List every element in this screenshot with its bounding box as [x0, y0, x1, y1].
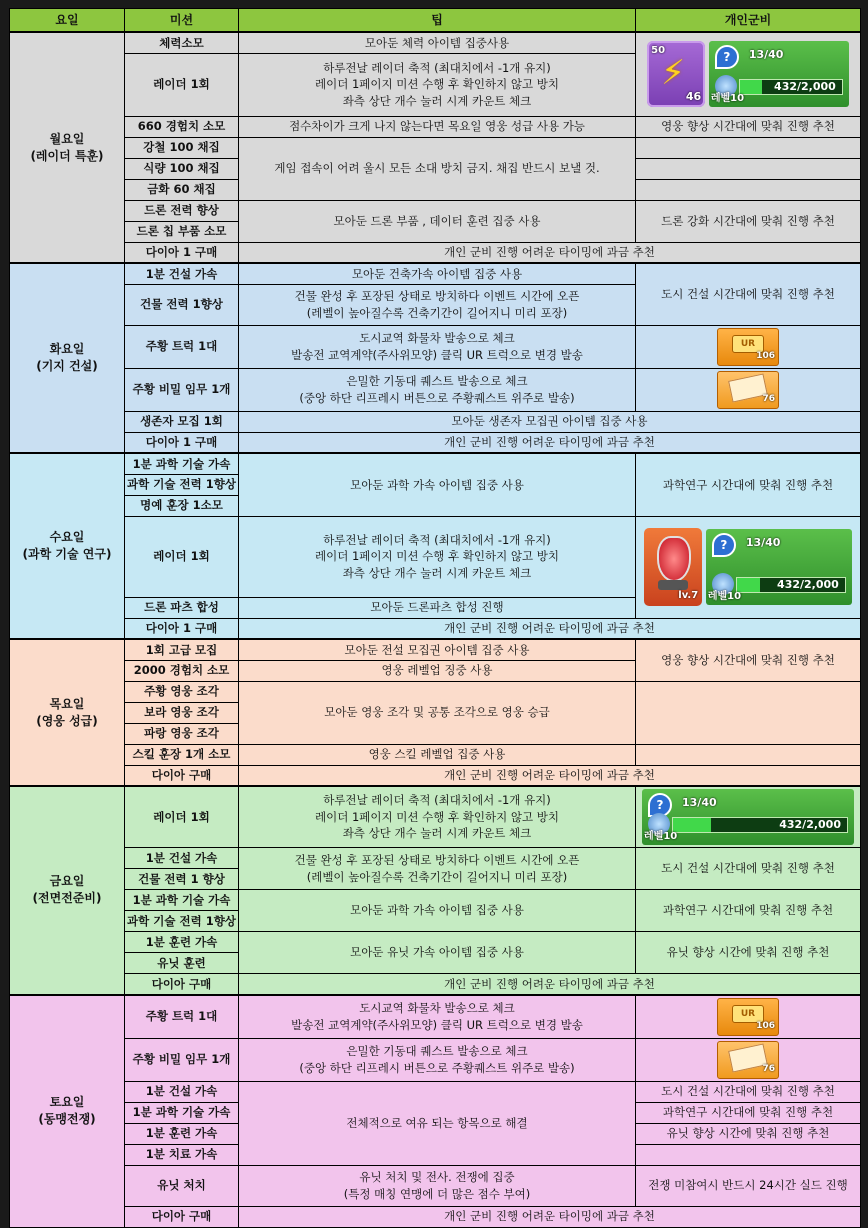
tip-cell: 하루전날 레이더 축적 (최대치에서 -1개 유지) 레이더 1페이지 미션 수행 후 확인하지 않고 방치 좌측 상단 개수 눌러 시계 카운트 체크 [239, 53, 636, 116]
mission-cell: 1분 훈련 가속 [125, 1123, 239, 1144]
personal-cell [636, 681, 861, 744]
personal-image-cell [636, 32, 861, 116]
personal-cell: 유닛 향상 시간에 맞춰 진행 추천 [636, 1123, 861, 1144]
tip-cell: 개인 군비 진행 어려운 타이밍에 과금 추천 [239, 242, 861, 263]
mission-cell: 금화 60 채집 [125, 179, 239, 200]
tip-cell: 은밀한 기동대 퀘스트 발송으로 체크 (중앙 하단 리프레시 버튼으로 주황퀘스트 위주로 발송) [239, 1038, 636, 1081]
mission-cell: 1분 과학 기술 가속 [125, 1102, 239, 1123]
mission-cell: 주황 영웅 조각 [125, 681, 239, 702]
tip-cell: 모아둔 과학 가속 아이템 집중 사용 [239, 453, 636, 516]
tip-cell: 모아둔 유닛 가속 아이템 집중 사용 [239, 932, 636, 974]
mission-cell: 1분 치료 가속 [125, 1144, 239, 1165]
mission-cell: 레이더 1회 [125, 786, 239, 848]
personal-image-cell [636, 995, 861, 1039]
personal-cell [636, 1144, 861, 1165]
mission-cell: 다이아 1 구매 [125, 432, 239, 453]
mission-cell: 1분 과학 기술 가속 [125, 890, 239, 911]
mission-cell: 드론 파츠 합성 [125, 597, 239, 618]
mission-cell: 레이더 1회 [125, 516, 239, 597]
tip-cell: 영웅 스킬 레벨업 집중 사용 [239, 744, 636, 765]
mission-cell: 유닛 처치 [125, 1165, 239, 1206]
tip-cell: 개인 군비 진행 어려운 타이밍에 과금 추천 [239, 1206, 861, 1227]
mission-cell: 명예 훈장 1소모 [125, 495, 239, 516]
personal-cell: 과학연구 시간대에 맞춰 진행 추천 [636, 453, 861, 516]
secret-mission-scroll-icon: 76 [717, 1041, 779, 1079]
personal-image-cell [636, 325, 861, 368]
truck-contract-icon: UR 106 [717, 328, 779, 366]
day-cell-saturday: 토요일 (동맹전쟁) [10, 995, 125, 1228]
mission-cell: 다이아 1 구매 [125, 242, 239, 263]
secret-mission-scroll-icon: 76 [717, 371, 779, 409]
mission-cell: 레이더 1회 [125, 53, 239, 116]
personal-cell: 드론 강화 시간대에 맞춰 진행 추천 [636, 200, 861, 242]
mission-cell: 과학 기술 전력 1향상 [125, 911, 239, 932]
mission-cell: 주황 비밀 임무 1개 [125, 368, 239, 411]
tip-cell: 건물 완성 후 포장된 상태로 방치하다 이벤트 시간에 오픈 (레벨이 높아질수록 건축기간이 길어지니 미리 포장) [239, 848, 636, 890]
personal-cell: 영웅 향상 시간대에 맞춰 진행 추천 [636, 639, 861, 681]
mission-cell: 1분 건설 가속 [125, 848, 239, 869]
day-cell-monday: 월요일 (레이더 특훈) [10, 32, 125, 263]
tip-cell: 도시교역 화물차 발송으로 체크 발송전 교역계약(주사위모양) 클릭 UR 트럭으로 변경 발송 [239, 325, 636, 368]
tip-cell: 게임 접속이 어려 울시 모든 소대 방치 금지. 채집 반드시 보낼 것. [239, 137, 636, 200]
header-day: 요일 [10, 9, 125, 33]
personal-image-cell [636, 516, 861, 618]
tuesday-section [10, 263, 861, 453]
friday-section [10, 786, 861, 995]
mission-cell: 드론 칩 부품 소모 [125, 221, 239, 242]
tip-cell: 모아둔 생존자 모집권 아이템 집중 사용 [239, 411, 861, 432]
personal-cell [636, 137, 861, 158]
mission-cell: 1분 훈련 가속 [125, 932, 239, 953]
mission-cell: 1분 과학 기술 가속 [125, 453, 239, 474]
schedule-sheet [9, 8, 860, 1224]
personal-cell [636, 179, 861, 200]
mission-cell: 다이아 구매 [125, 974, 239, 995]
tip-cell: 개인 군비 진행 어려운 타이밍에 과금 추천 [239, 765, 861, 786]
header-personal: 개인군비 [636, 9, 861, 33]
tip-cell: 하루전날 레이더 축적 (최대치에서 -1개 유지) 레이더 1페이지 미션 수행 후 확인하지 않고 방치 좌측 상단 개수 눌러 시계 카운트 체크 [239, 786, 636, 848]
mission-cell: 과학 기술 전력 1향상 [125, 474, 239, 495]
weekly-mission-table [9, 8, 861, 1228]
personal-image-cell [636, 786, 861, 848]
tip-cell: 모아둔 전설 모집권 아이템 집중 사용 [239, 639, 636, 660]
header-mission: 미션 [125, 9, 239, 33]
personal-image-cell [636, 1038, 861, 1081]
tip-cell: 하루전날 레이더 축적 (최대치에서 -1개 유지) 레이더 1페이지 미션 수행 후 확인하지 않고 방치 좌측 상단 개수 눌러 시계 카운트 체크 [239, 516, 636, 597]
wednesday-section [10, 453, 861, 639]
tip-cell: 모아둔 드론 부품 , 데이터 훈련 집중 사용 [239, 200, 636, 242]
personal-cell: 도시 건설 시간대에 맞춰 진행 추천 [636, 1081, 861, 1102]
tip-cell: 모아둔 영웅 조각 및 공통 조각으로 영웅 승급 [239, 681, 636, 744]
radar-counter-icon: ? 13/40 432/2,000 레벨10 [642, 789, 854, 845]
mission-cell: 1분 건설 가속 [125, 263, 239, 284]
tip-cell: 유닛 처치 및 전사. 전쟁에 집중 (특정 매칭 연맹에 더 많은 점수 부여) [239, 1165, 636, 1206]
tip-cell: 모아둔 체력 아이템 집중사용 [239, 32, 636, 53]
personal-cell: 도시 건설 시간대에 맞춰 진행 추천 [636, 263, 861, 325]
personal-cell: 과학연구 시간대에 맞춰 진행 추천 [636, 1102, 861, 1123]
mission-cell: 주황 트럭 1대 [125, 325, 239, 368]
personal-cell [636, 158, 861, 179]
mission-cell: 생존자 모집 1회 [125, 411, 239, 432]
mission-cell: 주황 비밀 임무 1개 [125, 1038, 239, 1081]
mission-cell: 주황 트럭 1대 [125, 995, 239, 1039]
thursday-section [10, 639, 861, 786]
tip-cell: 전체적으로 여유 되는 항목으로 해결 [239, 1081, 636, 1165]
mission-cell: 식량 100 채집 [125, 158, 239, 179]
header-row [10, 9, 861, 33]
mission-cell: 2000 경험치 소모 [125, 660, 239, 681]
energy-item-icon: 50 ⚡ 46 [647, 41, 705, 107]
radar-counter-icon: ? 13/40 432/2,000 레벨10 [706, 529, 852, 605]
mission-cell: 강철 100 채집 [125, 137, 239, 158]
mission-cell: 다이아 1 구매 [125, 618, 239, 639]
radar-counter-icon: ? 13/40 432/2,000 레벨10 [709, 41, 849, 107]
tip-cell: 건물 완성 후 포장된 상태로 방치하다 이벤트 시간에 오픈 (레벨이 높아질수록 건축기간이 길어지니 미리 포장) [239, 284, 636, 325]
tip-cell: 도시교역 화물차 발송으로 체크 발송전 교역계약(주사위모양) 클릭 UR 트럭으로 변경 발송 [239, 995, 636, 1039]
mission-cell: 다이아 구매 [125, 1206, 239, 1227]
day-cell-tuesday: 화요일 (기지 건설) [10, 263, 125, 453]
mission-cell: 1회 고급 모집 [125, 639, 239, 660]
tip-cell: 은밀한 기동대 퀘스트 발송으로 체크 (중앙 하단 리프레시 버튼으로 주황퀘스트 위주로 발송) [239, 368, 636, 411]
mission-cell: 보라 영웅 조각 [125, 702, 239, 723]
drone-part-icon: lv.7 [644, 528, 702, 606]
mission-cell: 체력소모 [125, 32, 239, 53]
personal-cell: 과학연구 시간대에 맞춰 진행 추천 [636, 890, 861, 932]
tip-cell: 점수차이가 크게 나지 않는다면 목요일 영웅 성급 사용 가능 [239, 116, 636, 137]
mission-cell: 유닛 훈련 [125, 953, 239, 974]
mission-cell: 다이아 구매 [125, 765, 239, 786]
personal-image-cell [636, 368, 861, 411]
tip-cell: 모아둔 건축가속 아이템 집중 사용 [239, 263, 636, 284]
personal-cell: 전쟁 미참여시 반드시 24시간 실드 진행 [636, 1165, 861, 1206]
day-cell-thursday: 목요일 (영웅 성급) [10, 639, 125, 786]
tip-cell: 모아둔 과학 가속 아이템 집중 사용 [239, 890, 636, 932]
header-tip: 팁 [239, 9, 636, 33]
day-cell-wednesday: 수요일 (과학 기술 연구) [10, 453, 125, 639]
mission-cell: 건물 전력 1 향상 [125, 869, 239, 890]
tip-cell: 개인 군비 진행 어려운 타이밍에 과금 추천 [239, 974, 861, 995]
tip-cell: 개인 군비 진행 어려운 타이밍에 과금 추천 [239, 432, 861, 453]
personal-cell: 도시 건설 시간대에 맞춰 진행 추천 [636, 848, 861, 890]
tip-cell: 모아둔 드론파츠 합성 진행 [239, 597, 636, 618]
day-cell-friday: 금요일 (전면전준비) [10, 786, 125, 995]
mission-cell: 파랑 영웅 조각 [125, 723, 239, 744]
saturday-section [10, 995, 861, 1228]
mission-cell: 1분 건설 가속 [125, 1081, 239, 1102]
tip-cell: 개인 군비 진행 어려운 타이밍에 과금 추천 [239, 618, 861, 639]
personal-cell [636, 744, 861, 765]
mission-cell: 건물 전력 1향상 [125, 284, 239, 325]
tip-cell: 영웅 레벨업 징중 사용 [239, 660, 636, 681]
personal-cell: 유닛 향상 시간에 맞춰 진행 추천 [636, 932, 861, 974]
personal-cell: 영웅 향상 시간대에 맞춰 진행 추천 [636, 116, 861, 137]
mission-cell: 스킬 훈장 1개 소모 [125, 744, 239, 765]
truck-contract-icon: UR 106 [717, 998, 779, 1036]
monday-section [10, 32, 861, 263]
mission-cell: 660 경험치 소모 [125, 116, 239, 137]
mission-cell: 드론 전력 향상 [125, 200, 239, 221]
